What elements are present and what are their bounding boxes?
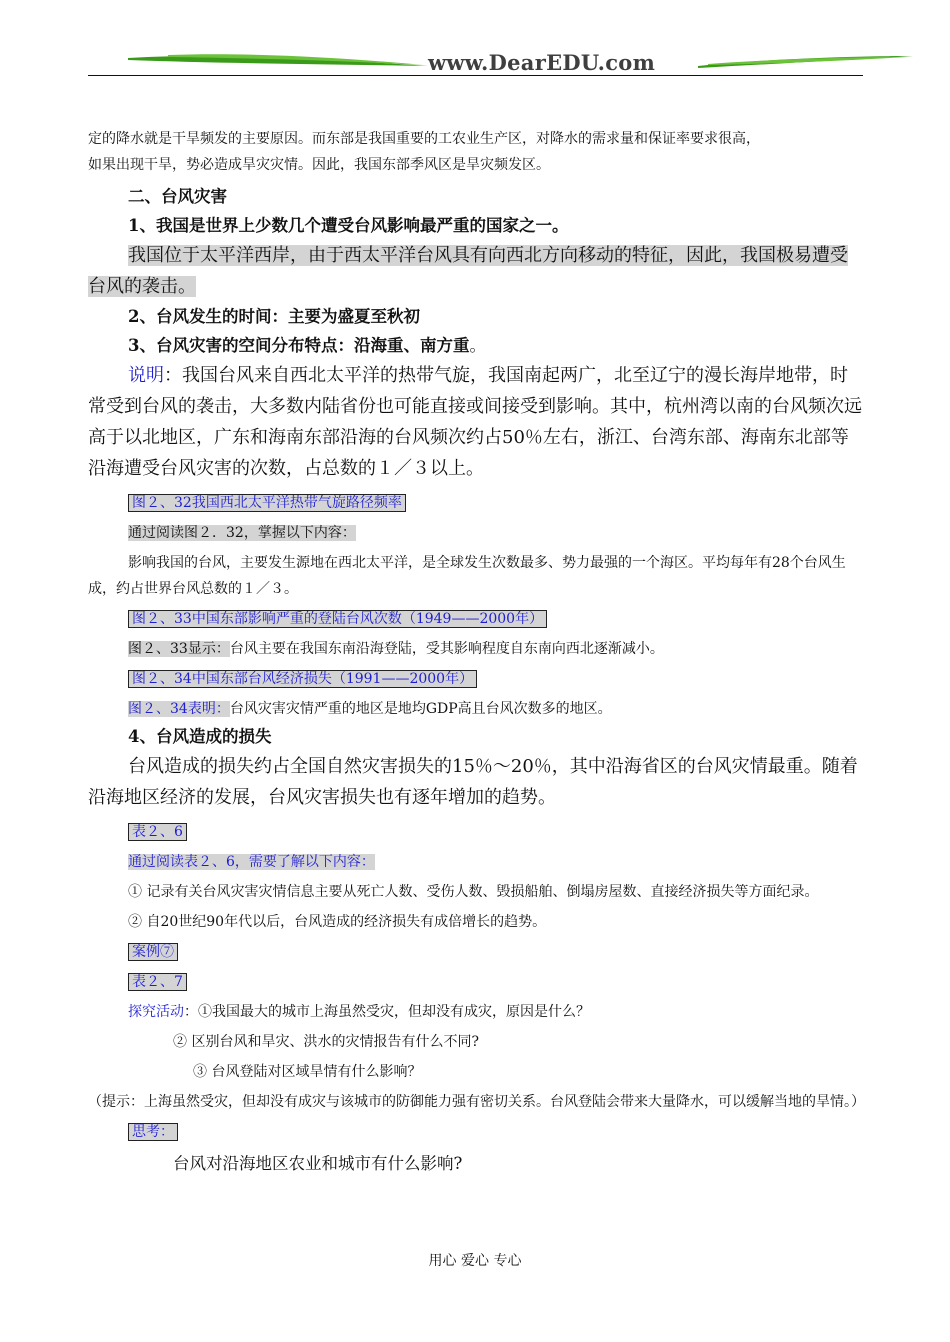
intro-line-2: 如果出现干旱，势必造成旱灾灾情。因此，我国东部季风区是旱灾频发区。 <box>88 157 550 173</box>
shows-2-33-label: 图２、33显示： <box>128 641 230 657</box>
explore-label: 探究活动 <box>128 1004 184 1020</box>
explore-question-2: ② 区别台风和旱灾、洪水的灾情报告有什么不同? <box>173 1034 479 1050</box>
left-swoosh-icon <box>128 52 428 70</box>
table-2-7-link[interactable]: 表２、7 <box>128 973 187 991</box>
note-paragraph <box>88 360 863 484</box>
heading-3 <box>88 331 863 360</box>
case-7-link[interactable]: 案例⑦ <box>128 943 178 961</box>
think-question: 台风对沿海地区农业和城市有什么影响? <box>173 1154 463 1173</box>
figure-2-33-line <box>88 606 863 632</box>
figure-2-34-line <box>88 666 863 692</box>
case-7-line <box>88 939 863 965</box>
shows-2-34-text: 台风灾害灾情严重的地区是地均GDP高且台风次数多的地区。 <box>229 701 612 717</box>
heading-1: 1、我国是世界上少数几个遭受台风影响最严重的国家之一。 <box>128 216 569 235</box>
document-body <box>88 126 863 1178</box>
page-header <box>88 40 863 80</box>
paragraph-1 <box>88 240 863 302</box>
heading-4: 4、台风造成的损失 <box>128 727 272 746</box>
highlighted-text: 我国位于太平洋西岸，由于西太平洋台风具有向西北方向移动的特征，因此，我国极易遭受台风的袭击。 <box>88 245 848 297</box>
heading-3-period: 。 <box>469 336 486 355</box>
table-2-6-line <box>88 819 863 845</box>
shows-2-34-label: 图２、34表明： <box>128 701 230 717</box>
note-text: ：我国台风来自西北太平洋的热带气旋，我国南起两广，北至辽宁的漫长海岸地带，时常受到台风的袭击，大多数内陆省份也可能直接或间接受到影响。其中，杭州湾以南的台风频次远高于以北地区，广东和海南东部沿海的台风频次约占50％左右，浙江、台湾东部、海南东北部等沿海遭受台风灾害的次数，占总数的１／３以上。 <box>88 365 862 479</box>
shows-2-34-line <box>88 696 863 722</box>
paragraph-4: 台风造成的损失约占全国自然灾害损失的15％～20％，其中沿海省区的台风灾情最重。随着沿海地区经济的发展，台风灾害损失也有逐年增加的趋势。 <box>88 756 858 808</box>
explore-line <box>88 999 863 1025</box>
figure-2-32-line <box>88 490 863 516</box>
think-line <box>88 1119 863 1145</box>
text-2-32: 影响我国的台风，主要发生源地在西北太平洋，是全球发生次数最多、势力最强的一个海区。平均每年有28个台风生成，约占世界台风总数的１／３。 <box>88 555 846 597</box>
figure-2-34-link[interactable]: 图２、34中国东部台风经济损失（1991——2000年） <box>128 670 477 688</box>
explore-question-1: ：①我国最大的城市上海虽然受灾，但却没有成灾，原因是什么？ <box>184 1004 590 1020</box>
site-logo: www.DearEDU.com <box>428 50 656 75</box>
table-2-6-link[interactable]: 表２、6 <box>128 823 187 841</box>
read-2-6: 通过阅读表２、6，需要了解以下内容： <box>128 854 375 870</box>
shows-2-33-line <box>88 636 863 662</box>
right-swoosh-icon <box>698 52 913 70</box>
read-2-6-line <box>88 849 863 875</box>
list-item-2: ② 自20世纪90年代以后，台风造成的经济损失有成倍增长的趋势。 <box>128 914 547 930</box>
intro-line-1: 定的降水就是干旱频发的主要原因。而东部是我国重要的工农业生产区，对降水的需求量和保证率要求很高， <box>88 131 760 147</box>
list-item-1: ① 记录有关台风灾害灾情信息主要从死亡人数、受伤人数、毁损船舶、倒塌房屋数、直接经济损失等方面纪录。 <box>128 884 819 900</box>
figure-2-33-link[interactable]: 图２、33中国东部影响严重的登陆台风次数（1949——2000年） <box>128 610 547 628</box>
note-label: 说明 <box>128 365 164 386</box>
hint-paragraph: （提示：上海虽然受灾，但却没有成灾与该城市的防御能力强有密切关系。台风登陆会带来大量降水，可以缓解当地的旱情。） <box>88 1094 865 1110</box>
heading-3-text: 3、台风灾害的空间分布特点：沿海重、南方重 <box>128 336 470 355</box>
table-2-7-line <box>88 969 863 995</box>
shows-2-33-text: 台风主要在我国东南沿海登陆，受其影响程度自东南向西北逐渐减小。 <box>229 641 664 657</box>
header-rule <box>88 75 863 76</box>
read-2-32: 通过阅读图２．32，掌握以下内容： <box>128 525 356 541</box>
think-label[interactable]: 思考： <box>128 1123 178 1141</box>
explore-question-3: ③ 台风登陆对区域旱情有什么影响？ <box>193 1064 422 1080</box>
heading-2: 2、台风发生的时间：主要为盛夏至秋初 <box>128 307 420 326</box>
section-title: 二、台风灾害 <box>128 187 227 206</box>
read-2-32-line <box>88 520 863 546</box>
page-footer: 用心 爱心 专心 <box>428 1253 522 1269</box>
figure-2-32-link[interactable]: 图２、32我国西北太平洋热带气旋路径频率 <box>128 494 406 512</box>
